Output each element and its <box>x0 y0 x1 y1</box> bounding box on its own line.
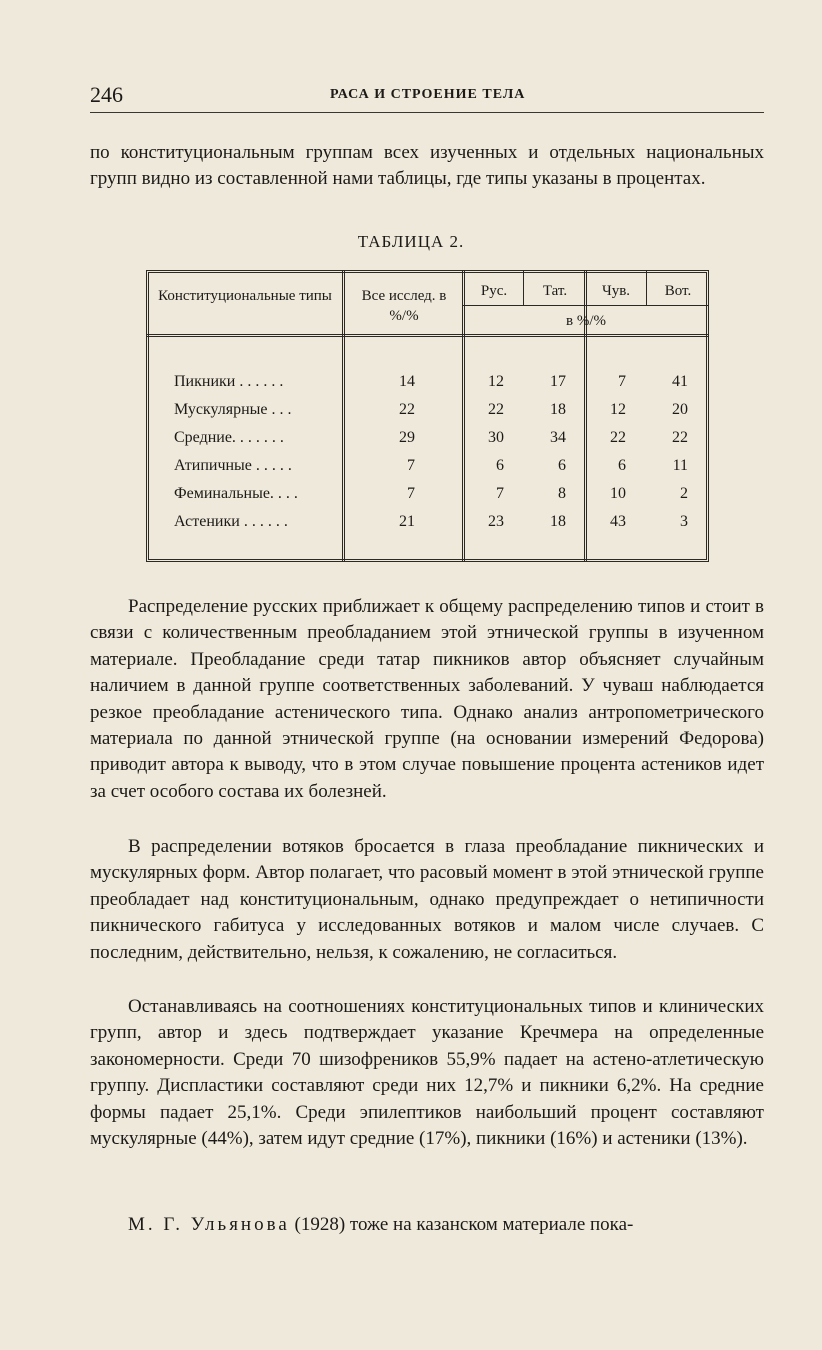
cell-tat: 18 <box>550 401 566 418</box>
cell-rus: 7 <box>496 485 504 502</box>
header-types: Конституциональные типы <box>158 288 332 304</box>
cell-all: 21 <box>399 513 415 530</box>
header-group: Рус. <box>480 283 508 299</box>
cell-rus: 30 <box>488 429 504 446</box>
author-name: М. Г. Ульянова <box>128 1214 290 1235</box>
page-header <box>90 82 764 113</box>
page-number: 246 <box>90 82 123 107</box>
cell-all: 29 <box>399 429 415 446</box>
header-group: Тат. <box>542 283 568 299</box>
cell-chuv: 43 <box>610 513 626 530</box>
cell-chuv: 6 <box>618 457 626 474</box>
cell-rus: 23 <box>488 513 504 530</box>
cell-rus: 22 <box>488 401 504 418</box>
header-group: Чув. <box>601 283 631 299</box>
intro-paragraph: по конституциональным группам всех изученных и отдельных национальных групп видно из составленной нами таблицы, где типы указаны в процентах. <box>90 142 764 190</box>
cell-rus: 6 <box>496 457 504 474</box>
paragraph-text: (1928) тоже на казанском материале пока- <box>289 1214 634 1235</box>
body-paragraph: Распределение русских приближает к общему распределению типов и стоит в связи с количественным преобладанием этой этнической группы в изученном материале. Преобладание среди татар пикников автор объясняет случайным наличием в данной группе соответственных заболеваний. У чуваш наблюдается резкое преобладание астенического типа. Однако анализ антропометрического материала по данной этнической группе (на основании измерений Федорова) приводит автора к выводу, что в этом случае повышение процента астеников идет за счет особого состава их болезней. <box>90 596 764 802</box>
cell-chuv: 22 <box>610 429 626 446</box>
row-label: Средние. . . . . . . <box>174 429 284 446</box>
cell-tat: 6 <box>558 457 566 474</box>
table-subheader-rule <box>462 305 709 306</box>
cell-vot: 20 <box>672 401 688 418</box>
cell-all: 22 <box>399 401 415 418</box>
cell-all: 7 <box>407 457 415 474</box>
row-label: Мускулярные . . . <box>174 401 292 418</box>
table-divider <box>646 270 647 306</box>
table-caption: ТАБЛИЦА 2. <box>357 232 465 251</box>
body-paragraph: В распределении вотяков бросается в глаза преобладание пикнических и мускулярных форм. Автор полагает, что расовый момент в этой этнической группе преобладает над конституциональным, однако предупреждает о нетипичности пикнического габитуса у исследованных вотяков и малом числе случаев. С последним, действительно, нельзя, к сожалению, не согласиться. <box>90 836 764 963</box>
cell-chuv: 10 <box>610 485 626 502</box>
cell-tat: 17 <box>550 373 566 390</box>
running-title: РАСА И СТРОЕНИЕ ТЕЛА <box>330 87 526 102</box>
table-divider <box>462 270 465 562</box>
cell-chuv: 12 <box>610 401 626 418</box>
cell-vot: 22 <box>672 429 688 446</box>
row-label: Пикники . . . . . . <box>174 373 284 390</box>
cell-tat: 34 <box>550 429 566 446</box>
table-divider <box>523 270 524 306</box>
header-all: Все исслед. в %/% <box>361 288 447 324</box>
cell-all: 7 <box>407 485 415 502</box>
header-group: Вот. <box>664 283 692 299</box>
cell-vot: 3 <box>680 513 688 530</box>
row-label: Феминальные. . . . <box>174 485 298 502</box>
cell-chuv: 7 <box>618 373 626 390</box>
row-label: Астеники . . . . . . <box>174 513 288 530</box>
cell-all: 14 <box>399 373 415 390</box>
cell-vot: 11 <box>672 457 688 474</box>
cell-vot: 2 <box>680 485 688 502</box>
body-paragraph-last <box>90 1212 764 1238</box>
row-label: Атипичные . . . . . <box>174 457 292 474</box>
body-paragraph: Останавливаясь на соотношениях конституциональных типов и клинических групп, автор и здесь подтверждает указание Кречмера на определенные закономерности. Среди 70 шизофреников 55,9% падает на астено-атлетическую группу. Диспластики составляют среди них 12,7% и пикники 6,2%. На средние формы падает 25,1%. Среди эпилептиков наибольший процент составляют мускулярные (44%), затем идут средние (17%), пикники (16%) и астеники (13%). <box>90 996 764 1150</box>
table-divider <box>342 270 345 562</box>
table-header-rule <box>146 334 709 337</box>
cell-tat: 8 <box>558 485 566 502</box>
cell-rus: 12 <box>488 373 504 390</box>
cell-vot: 41 <box>672 373 688 390</box>
cell-tat: 18 <box>550 513 566 530</box>
header-groups-unit: в %/% <box>566 313 606 329</box>
